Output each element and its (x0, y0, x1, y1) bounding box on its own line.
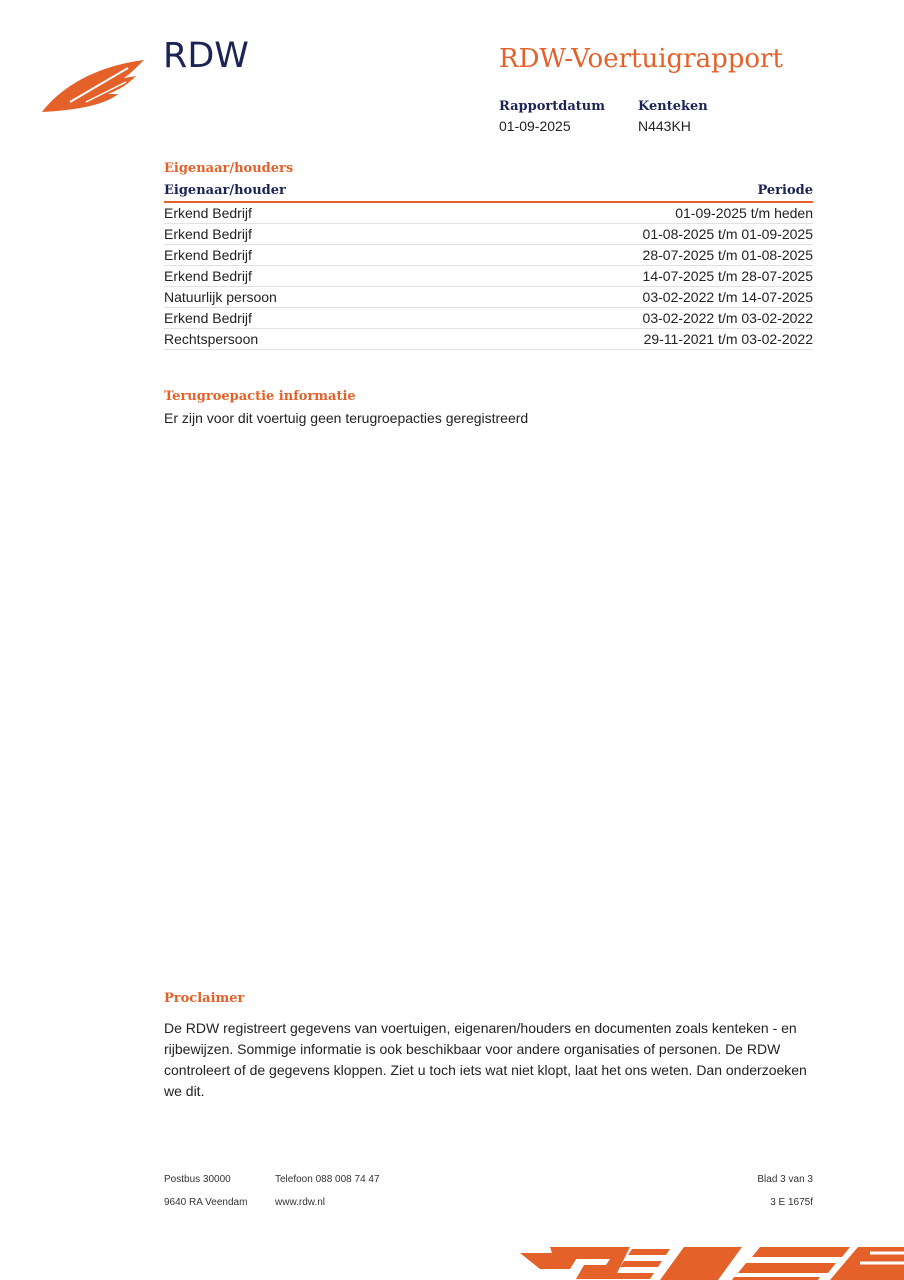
proclaimer-text: De RDW registreert gegevens van voertuigen, eigenaren/houders en documenten zoals kenteken - en rijbewijzen. Sommige informatie is ook beschikbaar voor andere organisaties of personen. De RDW controleert of de gegevens kloppen. Ziet u toch iets wat niet klopt, laat het ons weten. Dan onderzoeken we dit. (164, 1020, 807, 1099)
col-period-header: Periode (435, 181, 813, 202)
period-cell: 29-11-2021 t/m 03-02-2022 (435, 329, 813, 350)
table-row (164, 224, 813, 245)
owner-cell: Erkend Bedrijf (164, 202, 435, 224)
owners-section-title: Eigenaar/houders (164, 161, 294, 176)
owners-table (164, 181, 813, 350)
decorative-stripes-icon (520, 1243, 904, 1280)
plate-value: N443KH (638, 118, 691, 134)
plate-label: Kenteken (638, 99, 708, 114)
period-cell: 28-07-2025 t/m 01-08-2025 (435, 245, 813, 266)
col-owner-header: Eigenaar/houder (164, 181, 435, 202)
period-cell: 03-02-2022 t/m 03-02-2022 (435, 308, 813, 329)
owner-cell: Erkend Bedrijf (164, 308, 435, 329)
owner-cell: Erkend Bedrijf (164, 266, 435, 287)
footer-code: 3 E 1675f (770, 1197, 813, 1208)
table-row (164, 287, 813, 308)
table-row (164, 245, 813, 266)
period-cell: 01-09-2025 t/m heden (435, 202, 813, 224)
table-row (164, 308, 813, 329)
recall-text: Er zijn voor dit voertuig geen terugroepacties geregistreerd (164, 410, 529, 426)
owner-cell: Rechtspersoon (164, 329, 435, 350)
period-cell: 01-08-2025 t/m 01-09-2025 (435, 224, 813, 245)
owner-cell: Natuurlijk persoon (164, 287, 435, 308)
footer-city: 9640 RA Veendam (164, 1197, 248, 1208)
owners-table-header (164, 181, 813, 202)
proclaimer-section-title: Proclaimer (164, 991, 245, 1006)
rdw-wing-logo-icon (40, 58, 148, 116)
table-row (164, 266, 813, 287)
report-date-label: Rapportdatum (499, 99, 605, 114)
owner-cell: Erkend Bedrijf (164, 245, 435, 266)
report-title: RDW-Voertuigrapport (499, 44, 783, 74)
footer-po-box: Postbus 30000 (164, 1174, 231, 1185)
footer-website[interactable]: www.rdw.nl (275, 1197, 326, 1208)
footer-phone: Telefoon 088 008 74 47 (275, 1174, 380, 1185)
period-cell: 03-02-2022 t/m 14-07-2025 (435, 287, 813, 308)
report-date-value: 01-09-2025 (499, 118, 571, 134)
period-cell: 14-07-2025 t/m 28-07-2025 (435, 266, 813, 287)
table-row (164, 329, 813, 350)
recall-section-title: Terugroepactie informatie (164, 389, 356, 404)
rdw-logo-text: RDW (163, 36, 249, 76)
owner-cell: Erkend Bedrijf (164, 224, 435, 245)
table-row (164, 202, 813, 224)
footer-page-number: Blad 3 van 3 (757, 1174, 813, 1185)
